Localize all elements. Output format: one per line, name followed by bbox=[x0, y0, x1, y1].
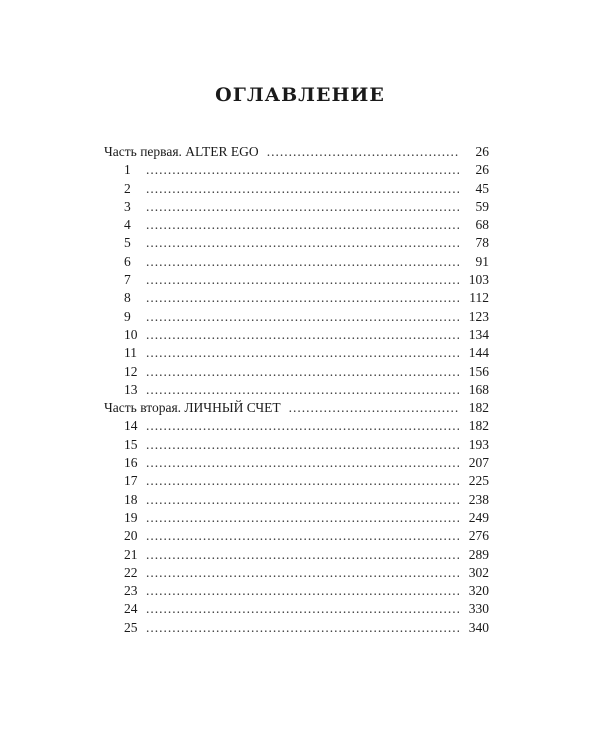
page-number: 26 bbox=[475, 162, 489, 178]
dot-leader bbox=[146, 546, 459, 564]
page-number: 144 bbox=[468, 345, 489, 361]
toc-chapter-entry bbox=[104, 234, 489, 252]
chapter-number: 23 bbox=[124, 583, 138, 599]
dot-leader bbox=[146, 436, 459, 454]
page-number: 276 bbox=[468, 528, 489, 544]
dot-leader bbox=[146, 344, 459, 362]
page-number: 112 bbox=[469, 290, 489, 306]
toc-chapter-entry bbox=[104, 564, 489, 582]
dot-leader bbox=[146, 161, 459, 179]
dot-leader bbox=[146, 454, 459, 472]
chapter-number: 2 bbox=[124, 180, 131, 196]
dot-leader bbox=[146, 216, 459, 234]
dot-leader bbox=[267, 143, 459, 161]
toc-chapter-entry bbox=[104, 271, 489, 289]
toc-chapter-entry bbox=[104, 344, 489, 362]
page-number: 134 bbox=[468, 326, 489, 342]
chapter-number: 1 bbox=[124, 162, 131, 178]
page-number: 103 bbox=[468, 272, 489, 288]
toc-part-entry bbox=[104, 143, 489, 161]
toc-chapter-entry bbox=[104, 491, 489, 509]
page-number: 78 bbox=[475, 235, 489, 251]
chapter-number: 17 bbox=[124, 473, 138, 489]
chapter-number: 3 bbox=[124, 198, 131, 214]
page-number: 193 bbox=[468, 436, 489, 452]
page-number: 320 bbox=[468, 583, 489, 599]
chapter-number: 9 bbox=[124, 308, 131, 324]
toc-chapter-entry bbox=[104, 308, 489, 326]
chapter-number: 4 bbox=[124, 217, 131, 233]
page-number: 182 bbox=[468, 400, 489, 416]
chapter-number: 15 bbox=[124, 436, 138, 452]
page-number: 45 bbox=[475, 180, 489, 196]
toc-chapter-entry bbox=[104, 326, 489, 344]
page-number: 68 bbox=[475, 217, 489, 233]
toc-chapter-entry bbox=[104, 509, 489, 527]
dot-leader bbox=[146, 491, 459, 509]
page-number: 156 bbox=[468, 363, 489, 379]
chapter-number: 12 bbox=[124, 363, 138, 379]
dot-leader bbox=[146, 289, 459, 307]
dot-leader bbox=[146, 527, 459, 545]
page-number: 182 bbox=[468, 418, 489, 434]
dot-leader bbox=[146, 326, 459, 344]
dot-leader bbox=[146, 253, 459, 271]
dot-leader bbox=[146, 198, 459, 216]
dot-leader bbox=[146, 582, 459, 600]
toc-chapter-entry bbox=[104, 180, 489, 198]
toc-chapter-entry bbox=[104, 161, 489, 179]
page-number: 238 bbox=[468, 491, 489, 507]
dot-leader bbox=[146, 472, 459, 490]
chapter-number: 19 bbox=[124, 509, 138, 525]
page-title: ОГЛАВЛЕНИЕ bbox=[215, 84, 385, 106]
chapter-number: 18 bbox=[124, 491, 138, 507]
chapter-number: 16 bbox=[124, 455, 138, 471]
page-number: 225 bbox=[468, 473, 489, 489]
page-number: 207 bbox=[468, 455, 489, 471]
chapter-number: 25 bbox=[124, 619, 138, 635]
page-number: 168 bbox=[468, 381, 489, 397]
dot-leader bbox=[146, 381, 459, 399]
dot-leader bbox=[146, 417, 459, 435]
dot-leader bbox=[146, 619, 459, 637]
page-number: 330 bbox=[468, 601, 489, 617]
chapter-number: 6 bbox=[124, 253, 131, 269]
dot-leader bbox=[146, 564, 459, 582]
chapter-number: 13 bbox=[124, 381, 138, 397]
dot-leader bbox=[146, 509, 459, 527]
toc-chapter-entry bbox=[104, 253, 489, 271]
chapter-number: 8 bbox=[124, 290, 131, 306]
page-number: 59 bbox=[475, 198, 489, 214]
toc-chapter-entry bbox=[104, 198, 489, 216]
chapter-number: 14 bbox=[124, 418, 138, 434]
page-number: 91 bbox=[475, 253, 489, 269]
toc-chapter-entry bbox=[104, 454, 489, 472]
toc-chapter-entry bbox=[104, 381, 489, 399]
toc-part-entry bbox=[104, 399, 489, 417]
chapter-number: 10 bbox=[124, 326, 138, 342]
chapter-number: 20 bbox=[124, 528, 138, 544]
toc-chapter-entry bbox=[104, 527, 489, 545]
chapter-number: 7 bbox=[124, 272, 131, 288]
toc-chapter-entry bbox=[104, 417, 489, 435]
toc-chapter-entry bbox=[104, 619, 489, 637]
part-title: Часть первая. ALTER EGO bbox=[104, 144, 259, 159]
dot-leader bbox=[146, 234, 459, 252]
toc-chapter-entry bbox=[104, 363, 489, 381]
toc-chapter-entry bbox=[104, 600, 489, 618]
chapter-number: 24 bbox=[124, 601, 138, 617]
page-number: 249 bbox=[468, 509, 489, 525]
toc-chapter-entry bbox=[104, 216, 489, 234]
toc-chapter-entry bbox=[104, 546, 489, 564]
dot-leader bbox=[146, 180, 459, 198]
page-number: 26 bbox=[475, 144, 489, 159]
chapter-number: 5 bbox=[124, 235, 131, 251]
toc-chapter-entry bbox=[104, 582, 489, 600]
dot-leader bbox=[289, 399, 459, 417]
part-title: Часть вторая. ЛИЧНЫЙ СЧЕТ bbox=[104, 400, 281, 416]
dot-leader bbox=[146, 271, 459, 289]
page-number: 340 bbox=[468, 619, 489, 635]
chapter-number: 11 bbox=[124, 345, 137, 361]
toc-chapter-entry bbox=[104, 436, 489, 454]
dot-leader bbox=[146, 600, 459, 618]
dot-leader bbox=[146, 308, 459, 326]
toc-chapter-entry bbox=[104, 289, 489, 307]
table-of-contents bbox=[104, 143, 489, 637]
chapter-number: 21 bbox=[124, 546, 138, 562]
chapter-number: 22 bbox=[124, 564, 138, 580]
page-number: 123 bbox=[468, 308, 489, 324]
toc-chapter-entry bbox=[104, 472, 489, 490]
dot-leader bbox=[146, 363, 459, 381]
page-number: 302 bbox=[468, 564, 489, 580]
page-number: 289 bbox=[468, 546, 489, 562]
